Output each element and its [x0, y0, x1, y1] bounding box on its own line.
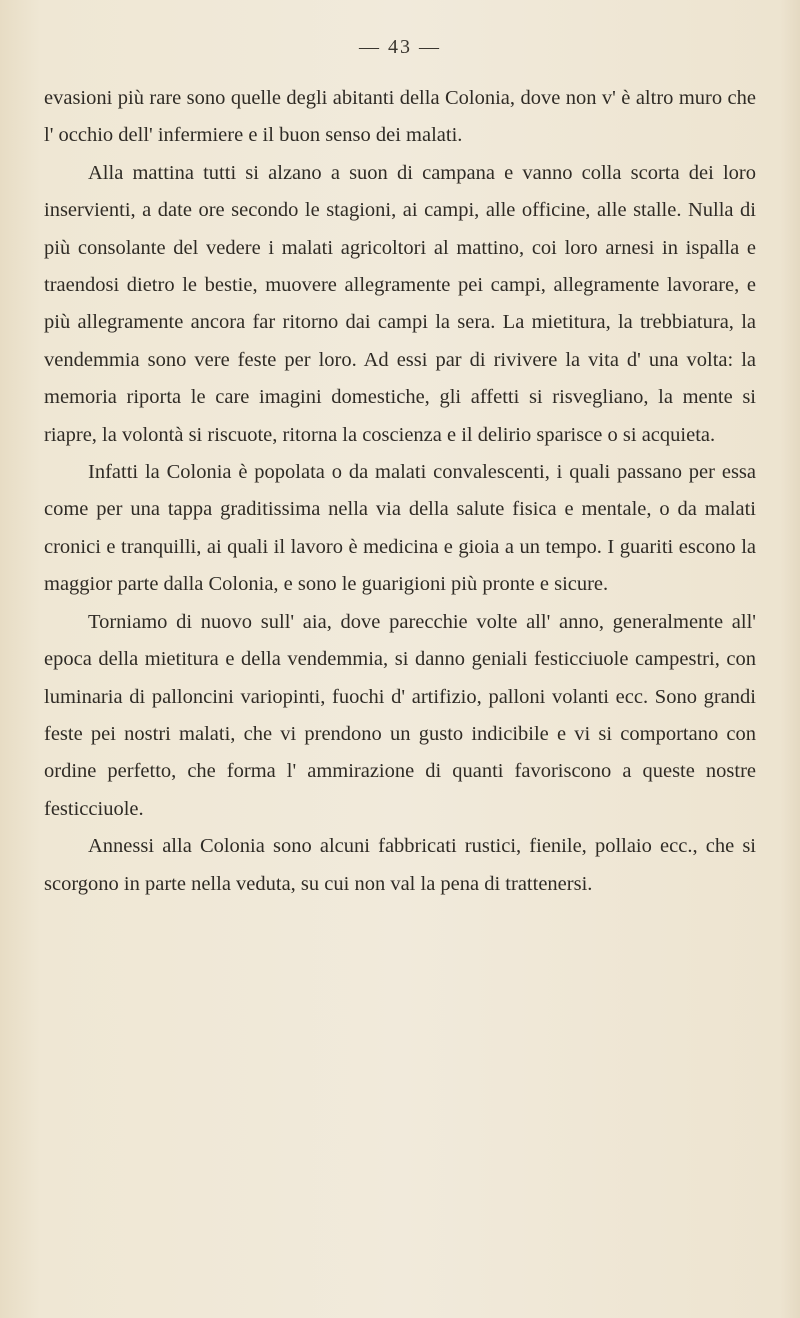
paragraph-5: Annessi alla Colonia sono alcuni fabbricati rustici, fienile, pollaio ecc., che si scorgono in parte nella veduta, su cui non val la pena di trattenersi.: [44, 835, 756, 895]
paragraph-4: Torniamo di nuovo sull' aia, dove parecchie volte all' anno, generalmente all' epoca della mietitura e della vendemmia, si danno geniali festicciuole campestri, con luminaria di palloncini variopinti, fuochi d' artifizio, palloni volanti ecc. Sono grandi feste pei nostri malati, che vi prendono un gusto indicibile e vi si comportano con ordine perfetto, che forma l' ammirazione di quanti favoriscono a queste nostre festicciuole.: [44, 610, 756, 820]
paragraph-2: Alla mattina tutti si alzano a suon di campana e vanno colla scorta dei loro inservienti, a date ore secondo le stagioni, ai campi, alle officine, alle stalle. Nulla di più consolante del vedere i malati agricoltori al mattino, coi loro arnesi in ispalla e traendosi dietro le bestie, muovere allegramente pei campi, allegramente lavorare, e più allegramente ancora far ritorno dai campi la sera. La mietitura, la trebbiatura, la vendemmia sono vere feste per loro. Ad essi par di rivivere la vita d' una volta: la memoria riporta le care imagini domestiche, gli affetti si risvegliano, la mente si riapre, la volontà si riscuote, ritorna la coscienza e il delirio sparisce o si acquieta.: [44, 161, 756, 446]
paragraph-3: Infatti la Colonia è popolata o da malati convalescenti, i quali passano per essa come per una tappa graditissima nella via della salute fisica e mentale, o da malati cronici e tranquilli, ai quali il lavoro è medicina e gioia a un tempo. I guariti escono la maggior parte dalla Colonia, e sono le guarigioni più pronte e sicure.: [44, 461, 756, 596]
body-text: [44, 80, 756, 903]
paragraph-1: evasioni più rare sono quelle degli abitanti della Colonia, dove non v' è altro muro che l' occhio dell' infermiere e il buon senso dei malati.: [44, 87, 756, 147]
page-number: — 43 —: [359, 36, 441, 58]
